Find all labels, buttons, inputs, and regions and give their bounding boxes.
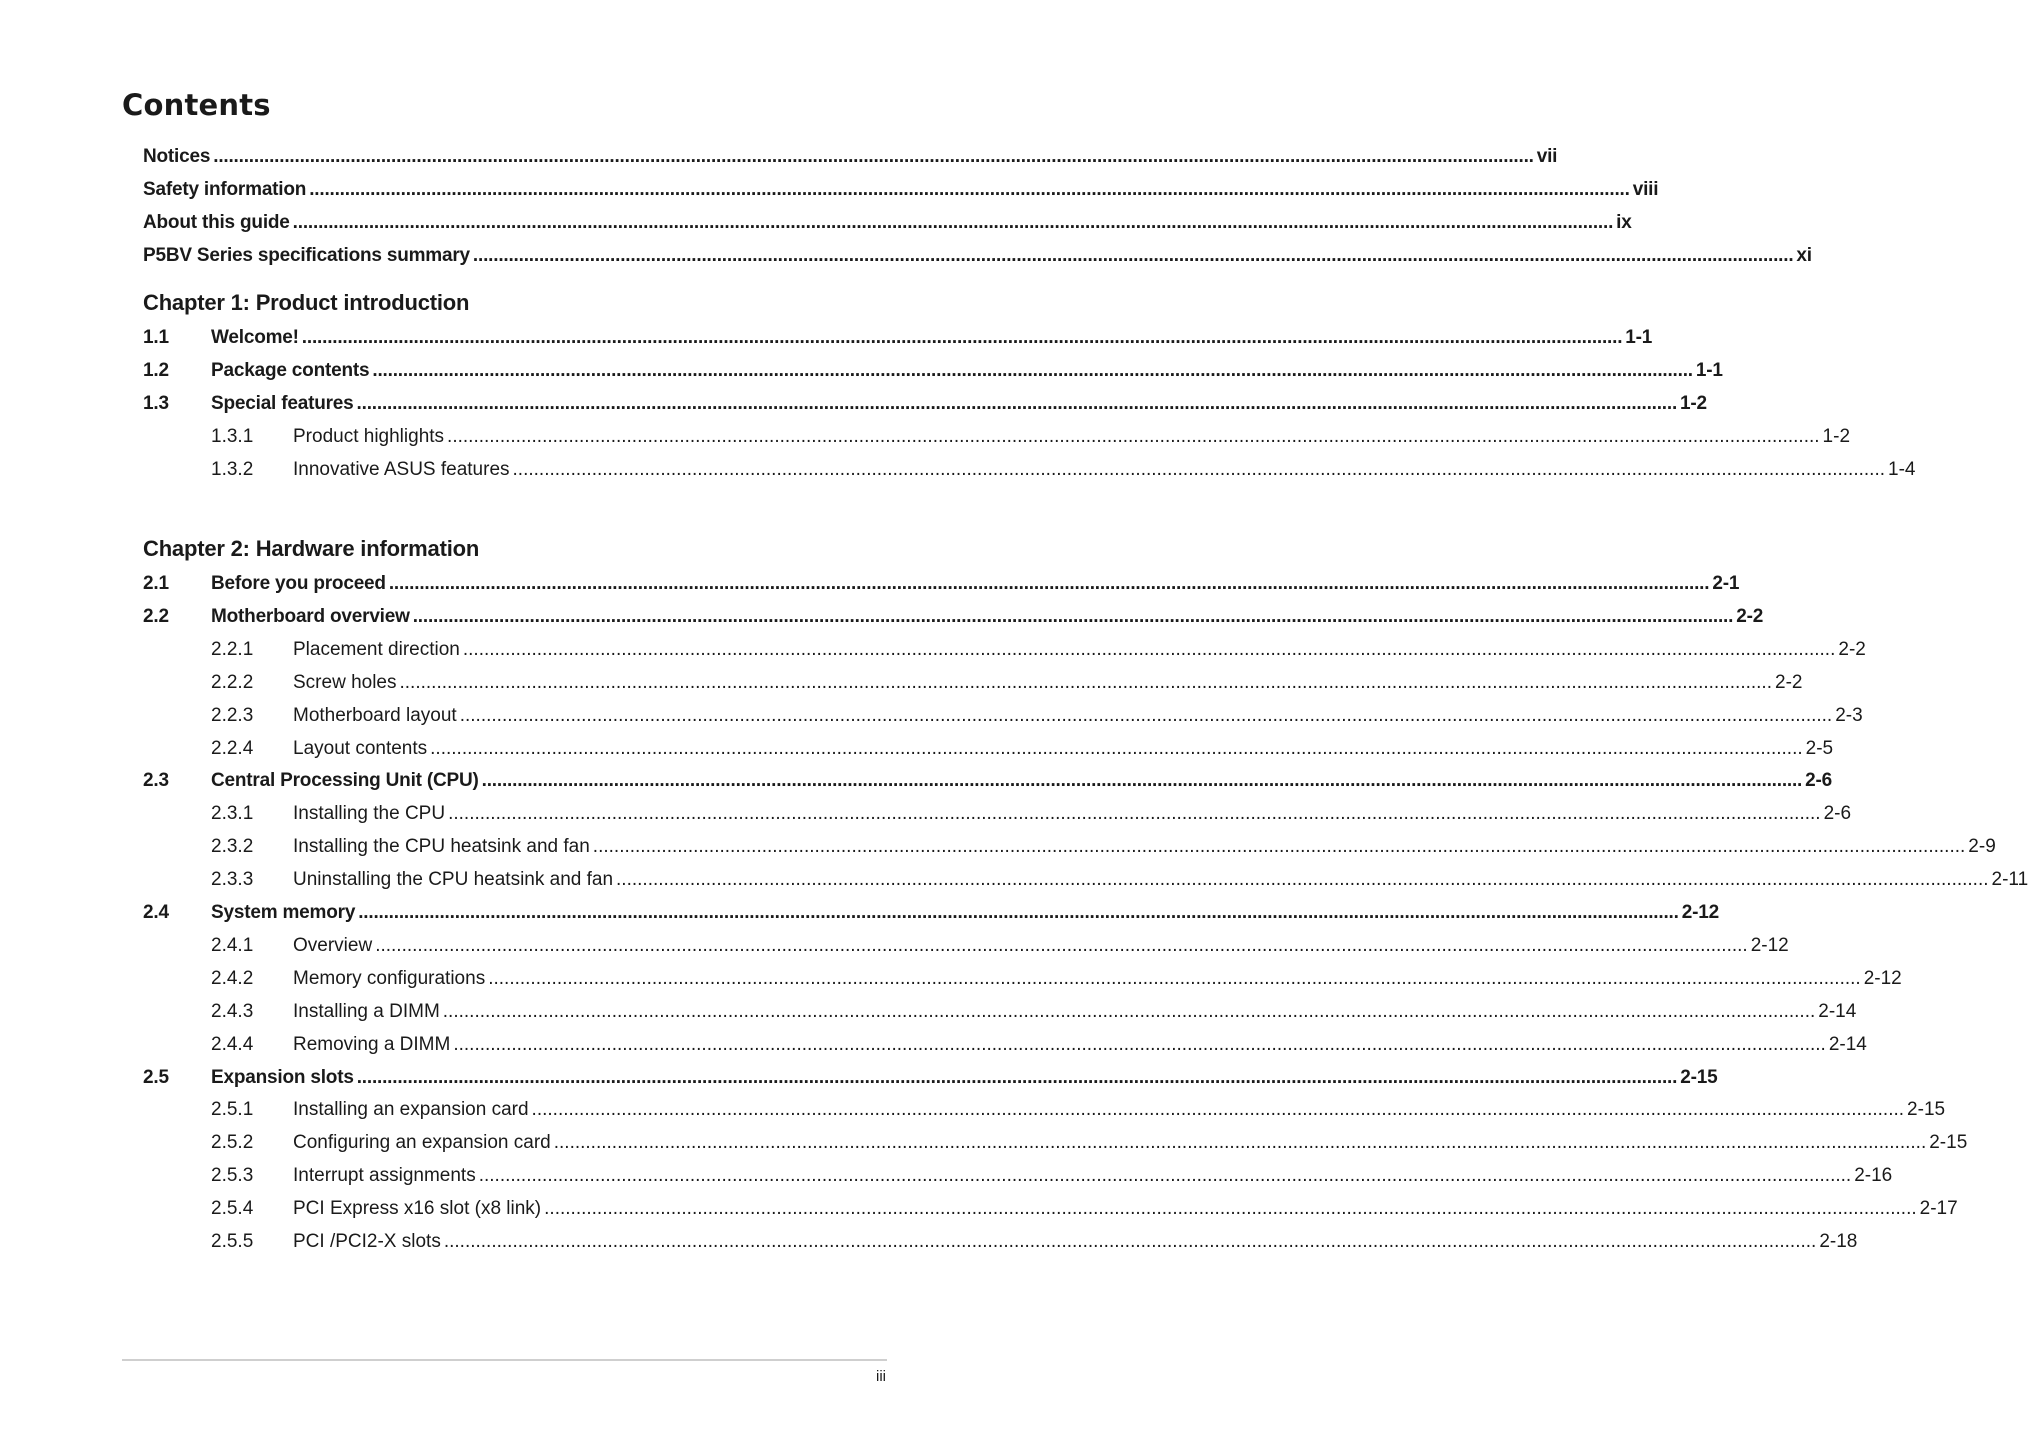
toc-entry-number: 2.3.1 bbox=[211, 803, 254, 825]
toc-entry-number: 2.2.4 bbox=[211, 737, 254, 759]
toc-entry-number: 2.5.4 bbox=[211, 1198, 254, 1220]
toc-entry-page: ix bbox=[1616, 211, 1632, 233]
toc-entry-page: 2-12 bbox=[1681, 902, 1719, 923]
toc-entry-page: 1-2 bbox=[1822, 425, 1851, 447]
toc-entry-page: 2-6 bbox=[1823, 803, 1852, 825]
toc-entry-number: 2.5.5 bbox=[211, 1231, 254, 1252]
toc-entry-title: System memory bbox=[211, 902, 356, 923]
toc-entry[interactable] bbox=[211, 1130, 1968, 1156]
toc-entry[interactable] bbox=[211, 867, 2028, 893]
dot-leader: .................................................................................................................................................................................................................................................................... bbox=[478, 1165, 1852, 1187]
toc-entry-title: Notices bbox=[143, 146, 211, 167]
dot-leader: .................................................................................................................................................................................................................................................................... bbox=[472, 244, 1794, 266]
toc-entry[interactable] bbox=[211, 801, 1852, 827]
dot-leader: .................................................................................................................................................................................................................................................................... bbox=[443, 1231, 1817, 1252]
toc-entry[interactable] bbox=[211, 703, 1863, 729]
toc-entry-number: 2.4.4 bbox=[211, 1033, 254, 1055]
dot-leader: .................................................................................................................................................................................................................................................................... bbox=[292, 211, 1614, 233]
page-number: iii bbox=[876, 1368, 886, 1385]
toc-entry-number: 2.2 bbox=[143, 605, 169, 627]
toc-entry-title: Special features bbox=[211, 392, 354, 414]
dot-leader: .................................................................................................................................................................................................................................................................... bbox=[309, 178, 1630, 200]
toc-entry[interactable] bbox=[211, 1097, 1946, 1123]
toc-entry-title: Before you proceed bbox=[211, 573, 386, 594]
toc-entry-title: Installing a DIMM bbox=[293, 1000, 440, 1022]
toc-entry-page: 2-12 bbox=[1750, 934, 1789, 956]
dot-leader: .................................................................................................................................................................................................................................................................... bbox=[358, 902, 1679, 923]
toc-entry[interactable] bbox=[211, 424, 1851, 450]
toc-entry[interactable] bbox=[211, 457, 1916, 483]
toc-entry[interactable] bbox=[143, 604, 1764, 630]
dot-leader: .................................................................................................................................................................................................................................................................... bbox=[592, 836, 1966, 858]
toc-entry-title: About this guide bbox=[143, 211, 290, 233]
toc-entry[interactable] bbox=[143, 210, 1632, 236]
toc-entry-title: Safety information bbox=[143, 178, 307, 200]
dot-leader: .................................................................................................................................................................................................................................................................... bbox=[544, 1198, 1917, 1220]
toc-entry-page: 2-9 bbox=[1968, 836, 1996, 858]
toc-entry-page: 2-5 bbox=[1805, 737, 1834, 759]
toc-entry-number: 2.5.2 bbox=[211, 1132, 254, 1154]
toc-entry-number: 1.2 bbox=[143, 359, 169, 381]
page-title: Contents bbox=[122, 88, 271, 122]
toc-entry-page: 1-1 bbox=[1695, 359, 1723, 381]
toc-entry-page: 2-16 bbox=[1854, 1165, 1893, 1187]
dot-leader: .................................................................................................................................................................................................................................................................... bbox=[442, 1000, 1816, 1022]
dot-leader: .................................................................................................................................................................................................................................................................... bbox=[448, 803, 1821, 825]
toc-entry[interactable] bbox=[143, 325, 1653, 351]
toc-entry-title: Removing a DIMM bbox=[293, 1033, 451, 1055]
toc-entry-page: 1-4 bbox=[1888, 458, 1916, 480]
dot-leader: .................................................................................................................................................................................................................................................................... bbox=[481, 770, 1803, 792]
toc-entry-number: 2.5.1 bbox=[211, 1099, 254, 1121]
toc-entry-title: Memory configurations bbox=[293, 967, 486, 989]
toc-entry[interactable] bbox=[211, 670, 1803, 696]
dot-leader: .................................................................................................................................................................................................................................................................... bbox=[453, 1033, 1826, 1055]
toc-entry-page: 2-11 bbox=[1991, 869, 2028, 891]
toc-entry-number: 2.1 bbox=[143, 573, 169, 594]
toc-entry-title: PCI /PCI2-X slots bbox=[293, 1231, 441, 1252]
dot-leader: .................................................................................................................................................................................................................................................................... bbox=[399, 671, 1772, 693]
dot-leader: .................................................................................................................................................................................................................................................................... bbox=[372, 359, 1693, 381]
toc-entry-page: 2-14 bbox=[1828, 1033, 1867, 1055]
toc-entry[interactable] bbox=[211, 966, 1902, 992]
toc-entry-page: 2-3 bbox=[1835, 704, 1863, 726]
toc-entry-title: PCI Express x16 slot (x8 link) bbox=[293, 1198, 542, 1220]
toc-entry-title: Welcome! bbox=[211, 327, 299, 348]
dot-leader: .................................................................................................................................................................................................................................................................... bbox=[356, 392, 1678, 414]
toc-entry-title: Installing the CPU heatsink and fan bbox=[293, 836, 590, 858]
toc-entry-title: Central Processing Unit (CPU) bbox=[211, 770, 479, 792]
toc-entry[interactable] bbox=[211, 1163, 1893, 1189]
toc-entry[interactable] bbox=[211, 1196, 1958, 1222]
toc-entry[interactable] bbox=[143, 768, 1833, 794]
toc-entry[interactable] bbox=[211, 736, 1834, 762]
toc-entry-number: 2.4 bbox=[143, 902, 169, 923]
toc-entry-page: 2-18 bbox=[1819, 1231, 1858, 1252]
toc-entry-title: Innovative ASUS features bbox=[293, 458, 510, 480]
chapter-heading: Chapter 2: Hardware information bbox=[143, 536, 480, 561]
dot-leader: .................................................................................................................................................................................................................................................................... bbox=[430, 737, 1803, 759]
toc-entry[interactable] bbox=[211, 637, 1866, 663]
toc-entry-page: 2-2 bbox=[1736, 605, 1764, 627]
toc-entry-page: 2-14 bbox=[1818, 1000, 1857, 1022]
toc-entry[interactable] bbox=[143, 1065, 1718, 1091]
toc-entry-title: Motherboard overview bbox=[211, 605, 410, 627]
dot-leader: .................................................................................................................................................................................................................................................................... bbox=[488, 967, 1861, 989]
toc-entry-page: 2-6 bbox=[1805, 770, 1833, 792]
dot-leader: .................................................................................................................................................................................................................................................................... bbox=[512, 458, 1886, 480]
toc-entry-number: 1.3.2 bbox=[211, 458, 254, 480]
toc-entry-number: 2.4.3 bbox=[211, 1000, 254, 1022]
toc-entry-title: Placement direction bbox=[293, 638, 460, 660]
dot-leader: .................................................................................................................................................................................................................................................................... bbox=[356, 1066, 1678, 1088]
toc-entry-title: Expansion slots bbox=[211, 1066, 354, 1088]
toc-entry[interactable] bbox=[143, 144, 1558, 170]
dot-leader: .................................................................................................................................................................................................................................................................... bbox=[616, 869, 1989, 891]
toc-entry-number: 2.3.2 bbox=[211, 836, 254, 858]
dot-leader: .................................................................................................................................................................................................................................................................... bbox=[531, 1099, 1905, 1121]
toc-entry-page: 2-15 bbox=[1929, 1132, 1968, 1154]
toc-entry[interactable] bbox=[143, 243, 1812, 269]
toc-entry[interactable] bbox=[211, 999, 1857, 1025]
toc-entry-page: 2-12 bbox=[1863, 967, 1902, 989]
toc-entry-title: Installing an expansion card bbox=[293, 1099, 529, 1121]
toc-entry-title: Product highlights bbox=[293, 425, 445, 447]
toc-entry[interactable] bbox=[143, 177, 1659, 203]
toc-entry-title: Uninstalling the CPU heatsink and fan bbox=[293, 869, 614, 891]
toc-entry-number: 2.3 bbox=[143, 770, 169, 792]
toc-entry-number: 2.3.3 bbox=[211, 869, 254, 891]
toc-entry-number: 2.2.1 bbox=[211, 638, 254, 660]
toc-entry[interactable] bbox=[143, 358, 1723, 384]
toc-entry-title: Configuring an expansion card bbox=[293, 1132, 551, 1154]
toc-entry[interactable] bbox=[143, 900, 1719, 926]
toc-entry-page: 2-2 bbox=[1775, 671, 1803, 693]
dot-leader: .................................................................................................................................................................................................................................................................... bbox=[301, 327, 1623, 348]
toc-entry-page: 2-17 bbox=[1919, 1198, 1958, 1220]
toc-entry-page: 2-1 bbox=[1712, 573, 1740, 594]
dot-leader: .................................................................................................................................................................................................................................................................... bbox=[388, 573, 1710, 594]
toc-entry-page: 1-2 bbox=[1680, 392, 1707, 414]
toc-entry-page: 1-1 bbox=[1625, 327, 1653, 348]
toc-entry-page: viii bbox=[1632, 178, 1659, 200]
toc-entry-page: 2-15 bbox=[1907, 1099, 1946, 1121]
footer-divider bbox=[122, 1359, 887, 1361]
dot-leader: .................................................................................................................................................................................................................................................................... bbox=[459, 704, 1833, 726]
toc-entry-number: 1.3 bbox=[143, 392, 169, 414]
dot-leader: .................................................................................................................................................................................................................................................................... bbox=[447, 425, 1820, 447]
toc-entry-number: 2.4.2 bbox=[211, 967, 254, 989]
toc-entry[interactable] bbox=[211, 1229, 1858, 1255]
toc-entry-title: Installing the CPU bbox=[293, 803, 446, 825]
toc-entry-title: Interrupt assignments bbox=[293, 1165, 476, 1187]
dot-leader: .................................................................................................................................................................................................................................................................... bbox=[462, 638, 1836, 660]
toc-entry-number: 2.5.3 bbox=[211, 1165, 254, 1187]
toc-entry[interactable] bbox=[211, 1032, 1867, 1058]
toc-entry[interactable] bbox=[211, 834, 1996, 860]
toc-entry-title: Motherboard layout bbox=[293, 704, 457, 726]
toc-entry-number: 2.2.2 bbox=[211, 671, 254, 693]
dot-leader: .................................................................................................................................................................................................................................................................... bbox=[375, 934, 1748, 956]
dot-leader: .................................................................................................................................................................................................................................................................... bbox=[213, 146, 1534, 167]
toc-entry-number: 1.3.1 bbox=[211, 425, 254, 447]
toc-entry-page: vii bbox=[1536, 146, 1558, 167]
toc-entry-number: 2.2.3 bbox=[211, 704, 254, 726]
toc-entry-number: 1.1 bbox=[143, 327, 169, 348]
toc-entry-page: xi bbox=[1796, 244, 1812, 266]
toc-entry-page: 2-2 bbox=[1838, 638, 1866, 660]
dot-leader: .................................................................................................................................................................................................................................................................... bbox=[553, 1132, 1927, 1154]
toc-entry-number: 2.5 bbox=[143, 1066, 169, 1088]
toc-entry-page: 2-15 bbox=[1680, 1066, 1718, 1088]
chapter-heading: Chapter 1: Product introduction bbox=[143, 290, 470, 315]
toc-entry[interactable] bbox=[211, 933, 1789, 959]
toc-entry-title: Package contents bbox=[211, 359, 370, 381]
toc-entry-number: 2.4.1 bbox=[211, 934, 254, 956]
dot-leader: .................................................................................................................................................................................................................................................................... bbox=[412, 605, 1734, 627]
toc-entry-title: Screw holes bbox=[293, 671, 397, 693]
toc-entry[interactable] bbox=[143, 571, 1740, 597]
toc-entry-title: P5BV Series specifications summary bbox=[143, 244, 470, 266]
toc-entry-title: Overview bbox=[293, 934, 373, 956]
toc-entry-title: Layout contents bbox=[293, 737, 428, 759]
toc-entry[interactable] bbox=[143, 391, 1707, 417]
